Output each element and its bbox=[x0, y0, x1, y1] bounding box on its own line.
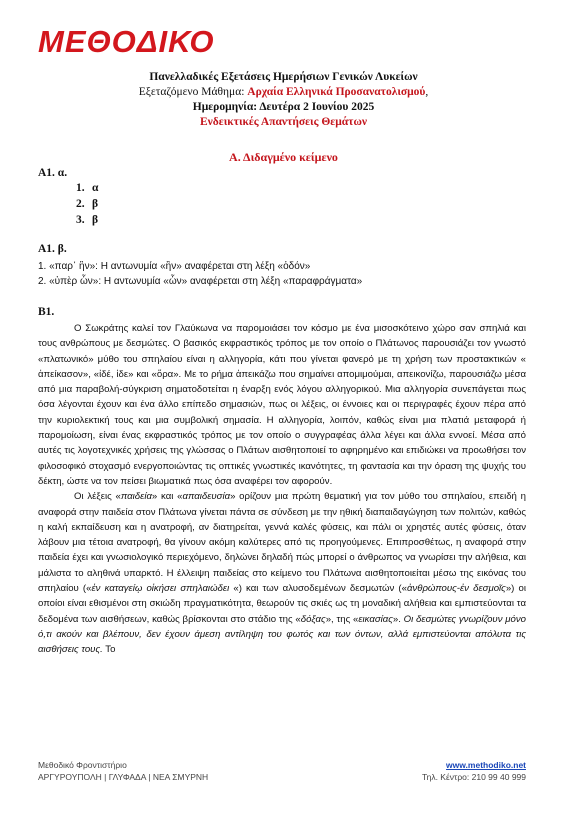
text-run: παιδεία bbox=[120, 491, 152, 503]
subject-suffix: , bbox=[425, 86, 429, 98]
a1a-heading: Α1. α. bbox=[38, 167, 68, 179]
answer-number: 3. bbox=[76, 214, 85, 226]
text-run: Οι δεσμώτες γνωρίζουν μόνο ό,τι ακούν και βλέπουν, δεν έχουν άμεση αντίληψη του φωτός και των όντων, αλλά εμπιστεύονται απόλυτα τις αισθήσεις τους. bbox=[38, 613, 526, 656]
answer-value: α bbox=[92, 182, 99, 194]
footer-phone: Τηλ. Κέντρο: 210 99 40 999 bbox=[422, 772, 526, 782]
subject-name: Αρχαία Ελληνικά Προσανατολισμού bbox=[247, 86, 426, 98]
a1a-answers bbox=[76, 180, 98, 228]
exam-date: Ημερομηνία: Δευτέρα 2 Ιουνίου 2025 bbox=[192, 101, 375, 113]
website-link[interactable]: www.methodiko.net bbox=[446, 760, 526, 770]
text-run: Οι λέξεις « bbox=[74, 491, 121, 503]
b1-answer-text bbox=[38, 321, 526, 658]
section-title: Α. Διδαγμένο κείμενο bbox=[229, 150, 338, 164]
answer-number: 1. bbox=[76, 182, 85, 194]
footer-left bbox=[38, 759, 208, 783]
text-run: Το bbox=[102, 644, 116, 656]
a1b-heading: Α1. β. bbox=[38, 243, 67, 255]
text-run: » ορίζουν μια πρώτη θεματική για τον μύθο του σπηλαίου, επειδή η αναφορά στην παιδεία στον Πλάτωνα γίνεται πάντα σε σύνδεση με την ηθική διαπαιδαγώγηση των πολιτών, καθώς η καλή εκπαίδευση και η ανατροφή, αν διατηρείται, γεννά καλές φύσεις, και πάλι οι χρηστές αυτές φύσεις, όταν λάβουν μια τέτοια ανατροφή, θα γίνουν ακόμη καλύτερες από τις προηγούμενες. Επιπροσθέτως, η αναφορά στην παιδεία έχει και γνωσιολογικό περιεχόμενο, δηλώνει δηλαδή πώς μπορεί ο άνθρωπος να γνωρίσει την αλήθεια, και μάλιστα το αληθινά υπαρκτό. Η έλλειψη παιδείας στο κείμενο του Πλάτωνα αισθητοποιείται μέσω της εικόνας του σπηλαίου (« bbox=[38, 491, 526, 595]
text-run: εικασίας bbox=[358, 613, 393, 625]
a1b-item: 2. «ὑπὲρ ὧν»: Η αντωνυμία «ὧν» αναφέρεται στη λέξη «παραφράγματα» bbox=[38, 276, 363, 287]
document-header bbox=[0, 70, 567, 130]
exam-subject-line bbox=[0, 85, 567, 100]
answer-value: β bbox=[92, 214, 99, 226]
footer-right bbox=[422, 759, 526, 783]
answer-number: 2. bbox=[76, 198, 85, 210]
paragraph-1: Ο Σωκράτης καλεί τον Γλαύκωνα να παρομοιάσει τον κόσμο με ένα μισοσκότεινο χώρο σαν σπηλιά και τους ανθρώπους με δεσμώτες. Ο βασικός εκφραστικός τρόπος με τον οποίο ο Πλάτωνος παρουσιάζει τον γνωστό «πλατωνικό» μύθο του σπηλαίου είναι η αλληγορία, κάτι που γίνεται φανερό με τη χρήση των προστακτικών « ἀπείκασον», «ἰδέ, ἰδε» και «ὅρα». Με το ρήμα ἀπεικάζω που σημαίνει απομιμούμαι, απεικονίζω, παρουσιάζω μέσα από μια παραβολή-σύγκριση σηματοδοτείται η έναρξη ενός λόγου αλληγορικού. Μια αλληγορία συνεπάγεται πως όσα λέγονται έχουν και ένα άλλο επίπεδο σημασιών, πως οι λέξεις, οι έννοιες και οι περιγραφές έχουν πέρα από την κυριολεκτική τους και μια συμβολική σημασία. Η αλληγορία, λοιπόν, καθώς είναι μια πλατιά μεταφορά ή παρομοίωση, είναι ένας εκφραστικός τρόπος με τον οποίο ο συγγραφέας άλλα λέγει και άλλα εννοεί. Μέσα από αυτές τις λογοτεχνικές χρήσεις της γλώσσας ο Πλάτων αισθητοποιεί το αφηρημένο και επιδιώκει να προωθήσει τον φιλοσοφικό στοχασμό ενεργοποιώντας τις οπτικές γνωστικές ικανότητες, τη φαντασία και την όραση της ψυχής του δέκτη, ώστε να τον πείσει βιωματικά πως όσα αναφέρει τον αφορούν. bbox=[38, 323, 526, 487]
text-run: «) και των αλυσοδεμένων δεσμωτών (« bbox=[229, 583, 407, 595]
subject-prefix: Εξεταζόμενο Μάθημα: bbox=[138, 86, 248, 98]
text-run: », της « bbox=[325, 613, 359, 625]
answer-item bbox=[76, 180, 98, 196]
text-run: απαιδευσία bbox=[182, 491, 231, 503]
answers-title: Ενδεικτικές Απαντήσεις Θεμάτων bbox=[200, 116, 367, 128]
text-run: ». bbox=[392, 613, 404, 625]
exam-title: Πανελλαδικές Εξετάσεις Ημερήσιων Γενικών Λυκείων bbox=[149, 71, 418, 83]
text-run: ἀνθρώπους-ἐν δεσμοῖς bbox=[406, 583, 506, 595]
methodiko-logo: ΜΕΘΟΔΙΚΟ bbox=[38, 24, 215, 59]
text-run: ») οι οποίοι είναι εθισμένοι στη σκιώδη πραγματικότητα, θεωρούν τις σκιές ως τη μοναδική αλήθεια και εμπιστεύονται τα δεδομένα των αισθήσεων, καθώς βρίσκονται στο στάδιο της « bbox=[38, 583, 526, 625]
paragraph-2 bbox=[38, 489, 526, 657]
b1-heading: Β1. bbox=[38, 306, 55, 318]
text-run: ἐν καταγείῳ οἰκήσει σπηλαιώδει bbox=[91, 583, 230, 595]
answer-item bbox=[76, 196, 98, 212]
footer-org: Μεθοδικό Φροντιστήριο bbox=[38, 760, 127, 770]
answer-value: β bbox=[92, 198, 99, 210]
text-run: » και « bbox=[151, 491, 183, 503]
answer-item bbox=[76, 212, 98, 228]
footer-locations: ΑΡΓΥΡΟΥΠΟΛΗ | ΓΛΥΦΑΔΑ | ΝΕΑ ΣΜΥΡΝΗ bbox=[38, 772, 209, 782]
text-run: δόξας bbox=[300, 613, 326, 625]
a1b-item: 1. «παρ᾽ ἣν»: Η αντωνυμία «ἣν» αναφέρεται στη λέξη «ὁδόν» bbox=[38, 261, 311, 272]
a1b-items bbox=[38, 259, 362, 289]
